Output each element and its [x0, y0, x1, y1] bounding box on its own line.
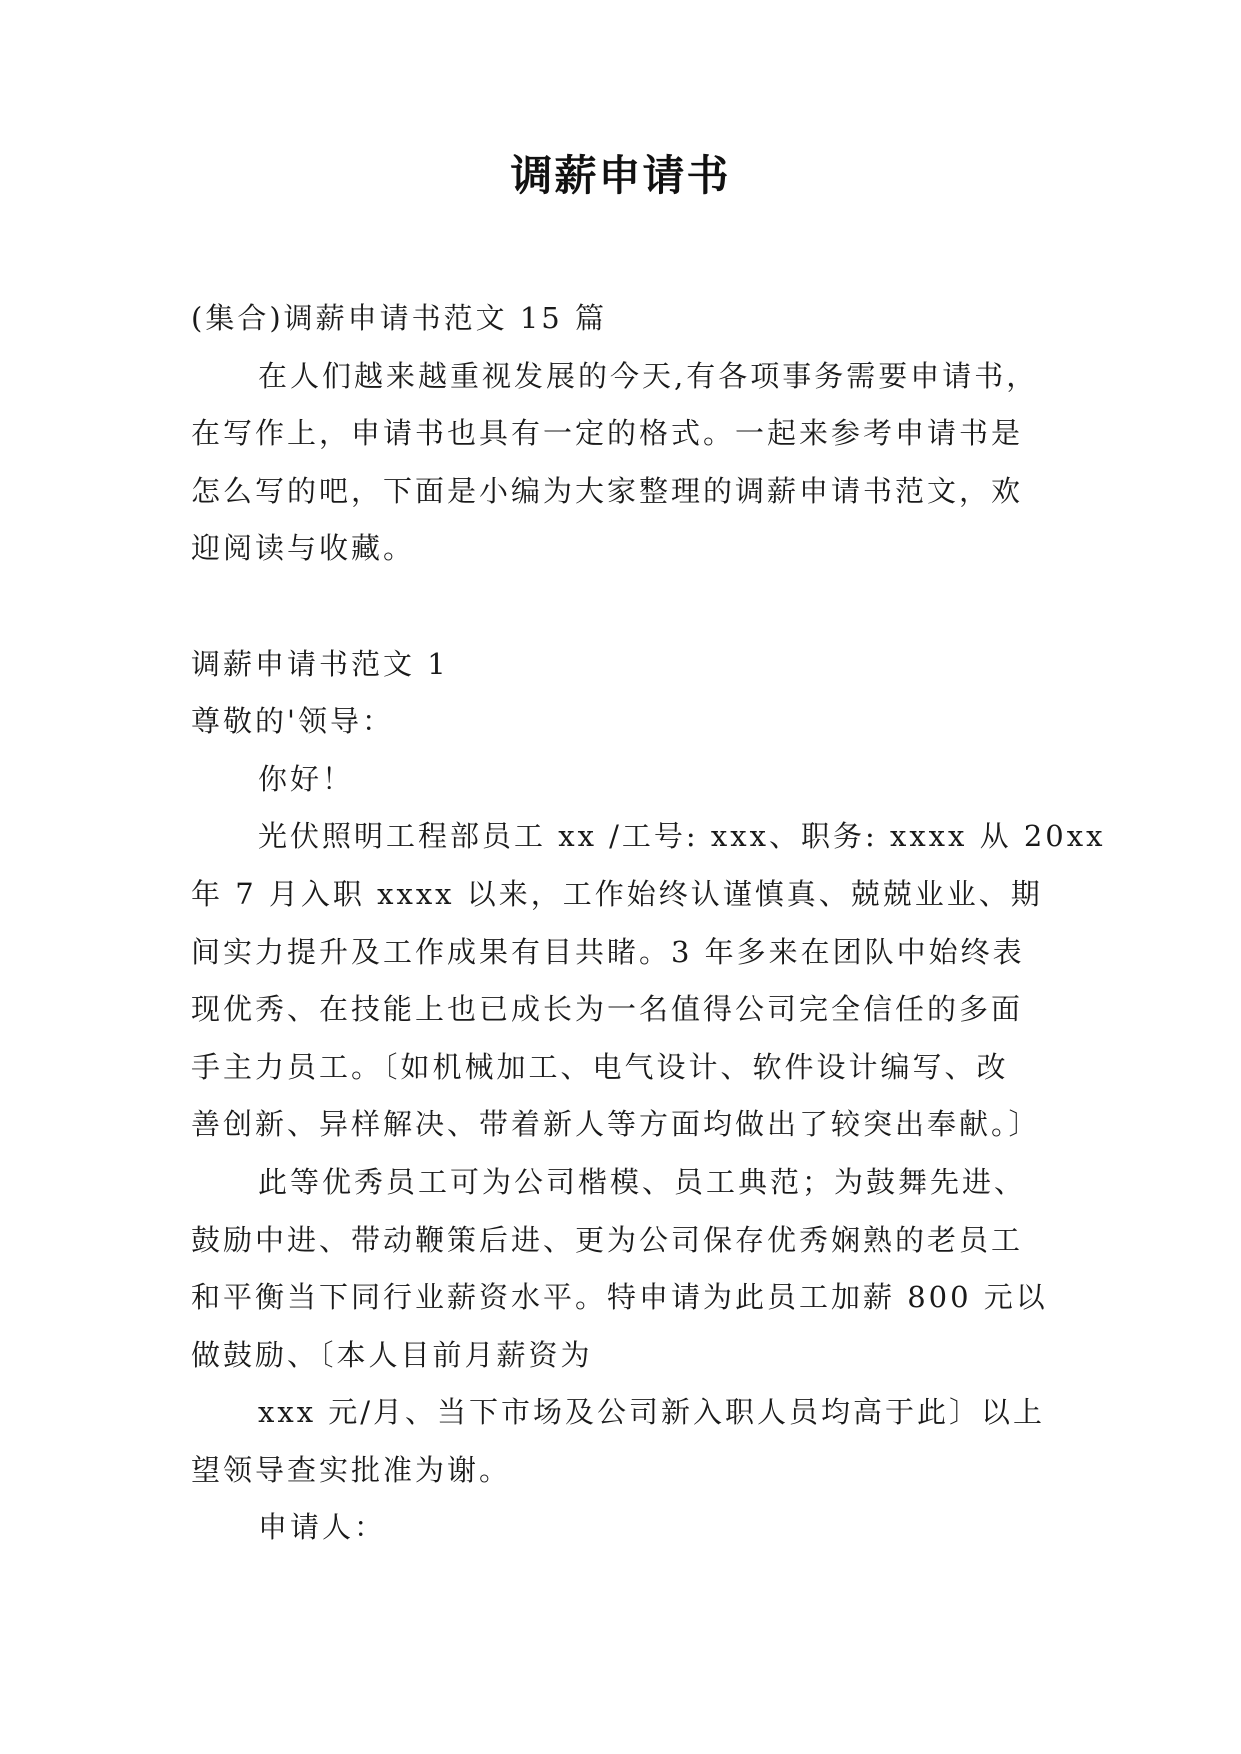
paragraph3-line: xxx 元/月、当下市场及公司新入职人员均高于此〕以上 — [258, 1395, 1046, 1430]
applicant-label: 申请人： — [258, 1510, 387, 1545]
paragraph3-line: 望领导查实批准为谢。 — [191, 1452, 512, 1487]
paragraph1-line: 年 7 月入职 xxxx 以来，工作始终认谨慎真、兢兢业业、期 — [191, 876, 1043, 911]
intro-line: 在人们越来越重视发展的今天,有各项事务需要申请书， — [258, 358, 1039, 393]
greeting: 你好！ — [258, 761, 355, 796]
paragraph1-line: 间实力提升及工作成果有目共睹。3 年多来在团队中始终表 — [191, 934, 1025, 969]
section-heading: 调薪申请书范文 1 — [191, 646, 449, 681]
paragraph2-line: 做鼓励、〔本人目前月薪资为 — [191, 1337, 593, 1372]
paragraph1-line: 手主力员工。〔如机械加工、电气设计、软件设计编写、改 — [191, 1049, 1009, 1084]
document-body — [191, 290, 1106, 1557]
subtitle-line: (集合)调薪申请书范文 15 篇 — [191, 301, 607, 335]
intro-line: 怎么写的吧，下面是小编为大家整理的调薪申请书范文，欢 — [191, 473, 1024, 508]
salutation: 尊敬的'领导： — [191, 704, 394, 739]
intro-line: 在写作上，申请书也具有一定的格式。一起来参考申请书是 — [191, 416, 1024, 451]
paragraph2-line: 此等优秀员工可为公司楷模、员工典范；为鼓舞先进、 — [258, 1164, 1027, 1199]
paragraph1-line: 现优秀、在技能上也已成长为一名值得公司完全信任的多面 — [191, 992, 1024, 1027]
intro-line: 迎阅读与收藏。 — [191, 531, 416, 566]
document-title: 调薪申请书 — [510, 151, 731, 200]
paragraph-gap — [191, 578, 1061, 636]
paragraph1-line: 光伏照明工程部员工 xx /工号: xxx、职务: xxxx 从 20xx — [258, 819, 1106, 854]
paragraph1-line: 善创新、异样解决、带着新人等方面均做出了较突出奉献。〕 — [191, 1107, 1041, 1142]
paragraph2-line: 和平衡当下同行业薪资水平。特申请为此员工加薪 800 元以 — [191, 1280, 1048, 1315]
paragraph2-line: 鼓励中进、带动鞭策后进、更为公司保存优秀娴熟的老员工 — [191, 1222, 1024, 1257]
